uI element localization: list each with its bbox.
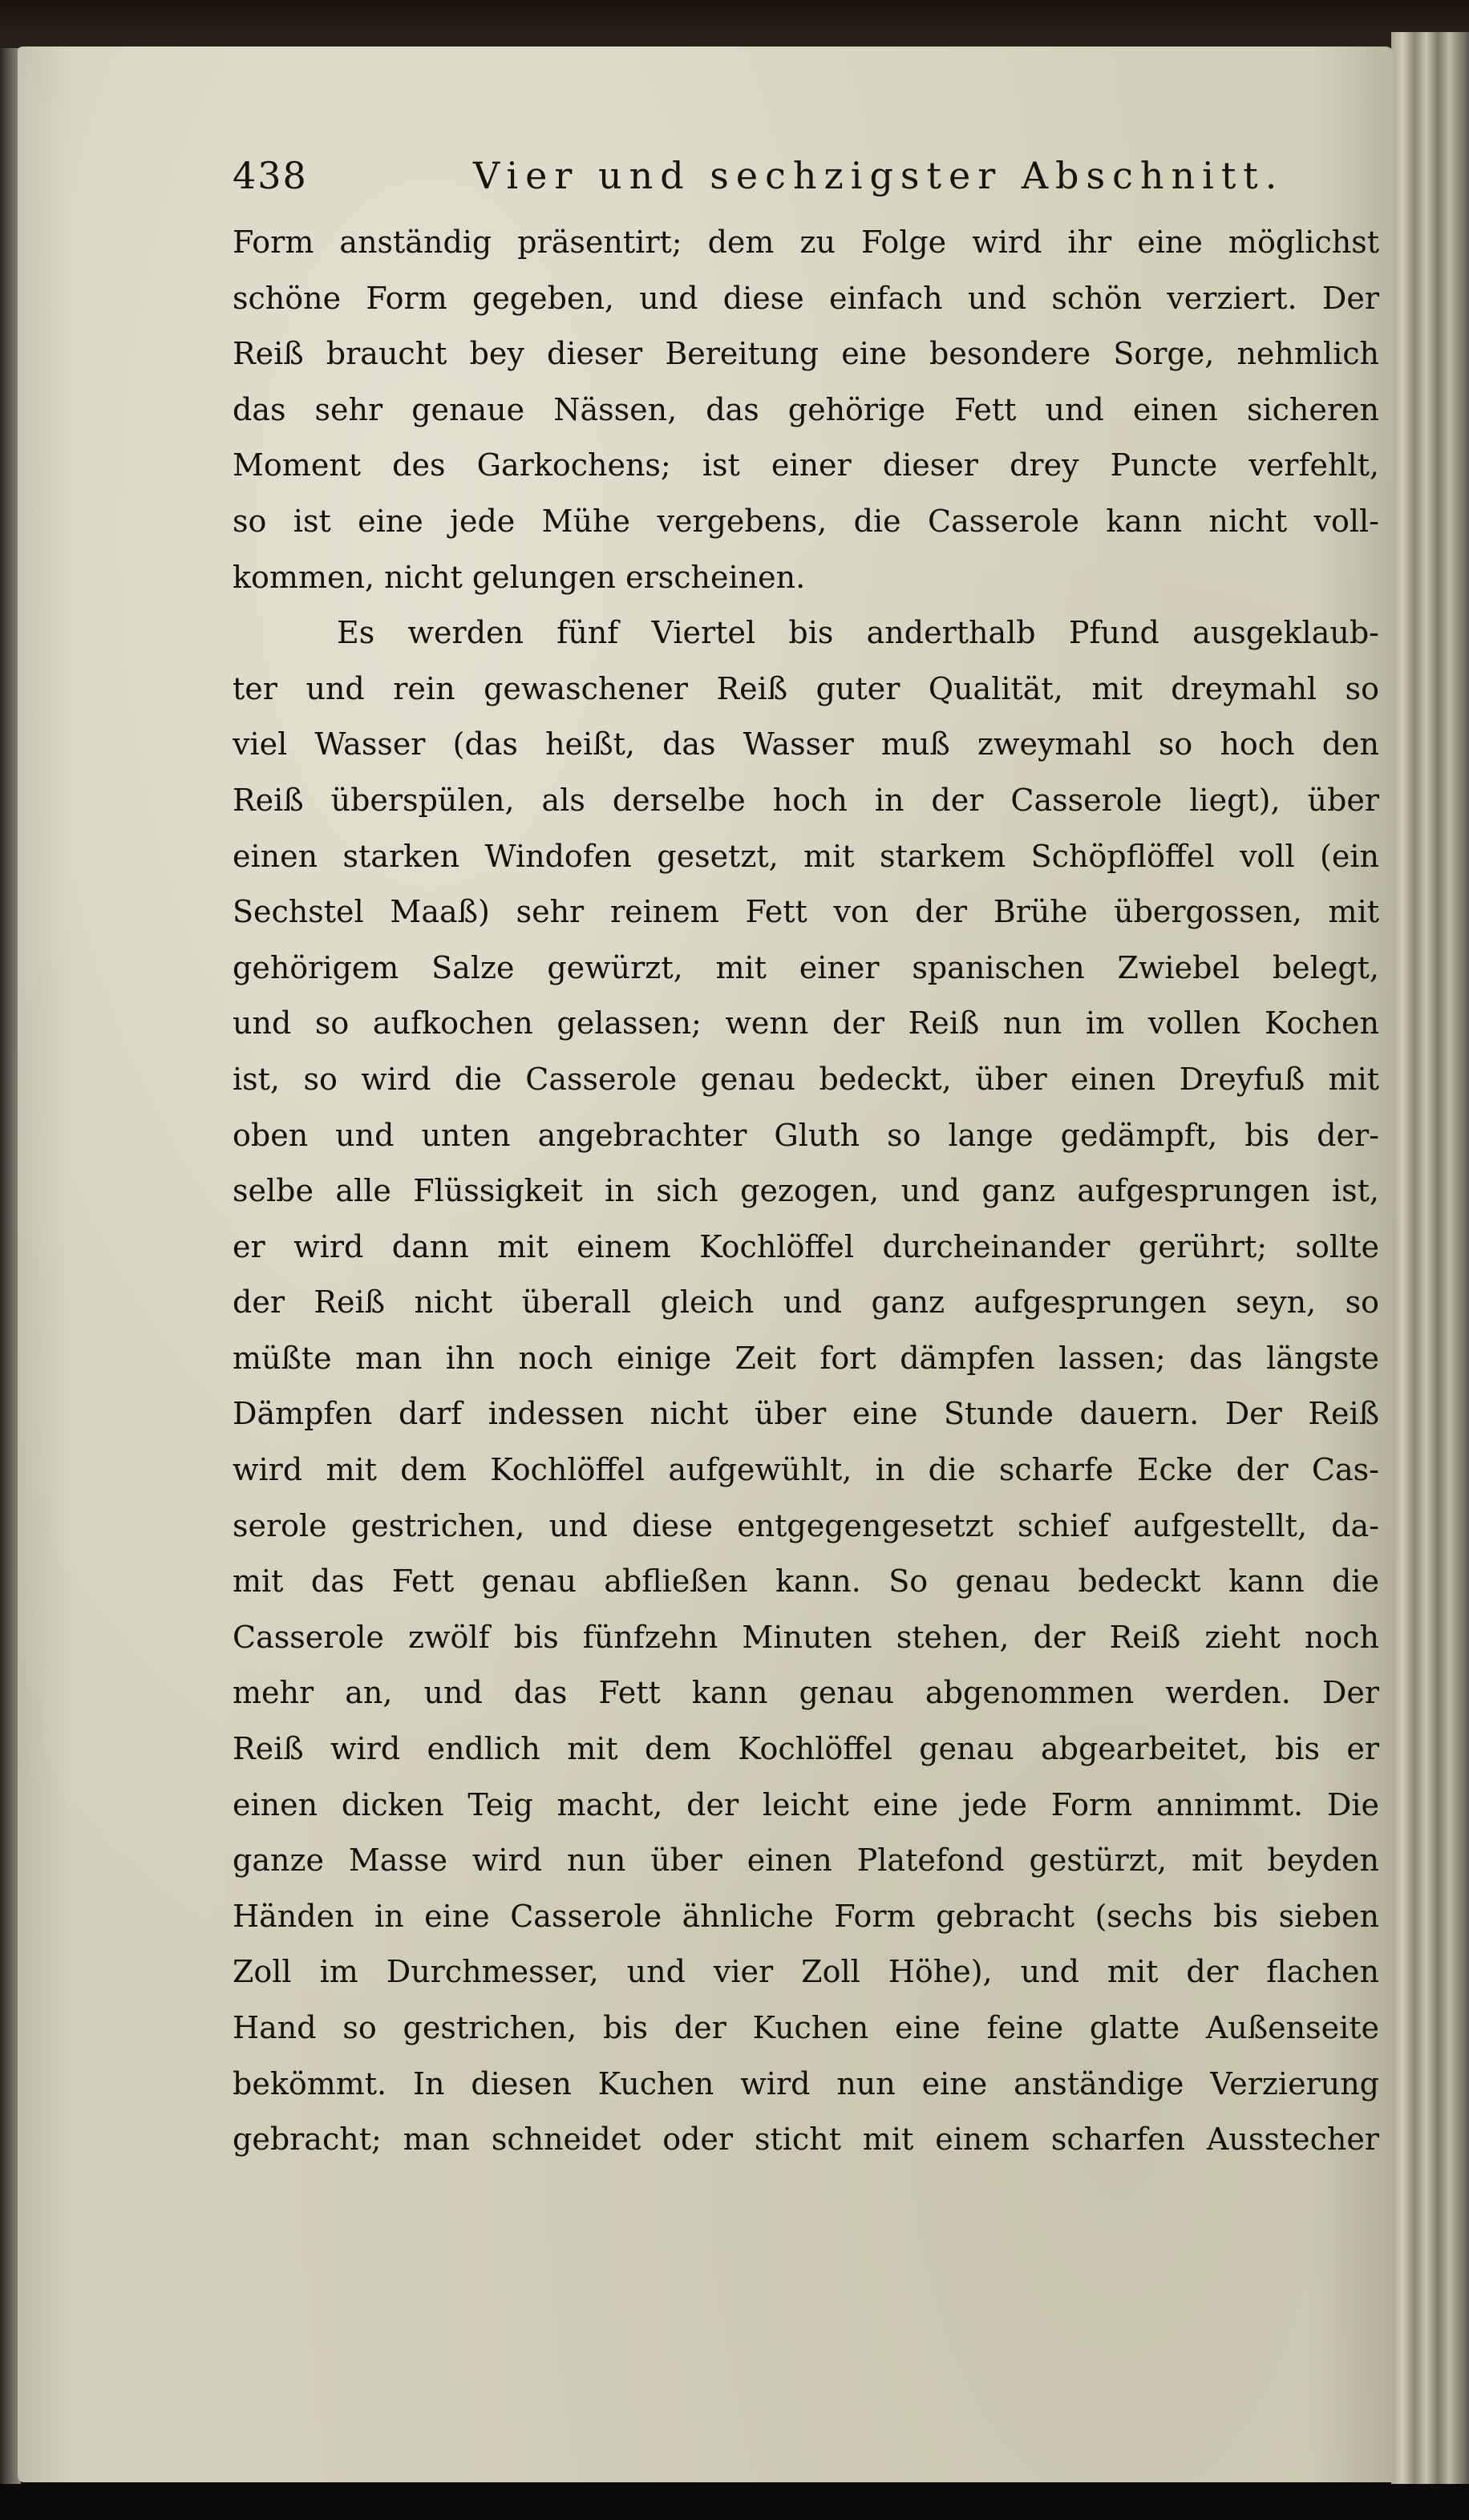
text-line: der Reiß nicht überall gleich und ganz aufgesprungen seyn, so bbox=[233, 1284, 1379, 1321]
text-line: gebracht; man schneidet oder sticht mit einem scharfen Ausstecher bbox=[233, 2122, 1379, 2158]
text-line: Händen in eine Casserole ähnliche Form gebracht (sechs bis sieben bbox=[233, 1898, 1379, 1934]
page-header bbox=[233, 146, 1379, 218]
text-line: einen dicken Teig macht, der leicht eine jede Form annimmt. Die bbox=[233, 1786, 1379, 1822]
text-line: einen starken Windofen gesetzt, mit starkem Schöpflöffel voll (ein bbox=[233, 838, 1379, 874]
text-line: bekömmt. In diesen Kuchen wird nun eine anständige Verzierung bbox=[233, 2065, 1379, 2101]
text-line: mit das Fett genau abfließen kann. So genau bedeckt kann die bbox=[233, 1563, 1379, 1600]
text-line: Reiß wird endlich mit dem Kochlöffel genau abgearbeitet, bis er bbox=[233, 1731, 1379, 1767]
text-line: Dämpfen darf indessen nicht über eine Stunde dauern. Der Reiß bbox=[233, 1396, 1379, 1432]
text-line: das sehr genaue Nässen, das gehörige Fett und einen sicheren bbox=[233, 391, 1379, 427]
text-line: selbe alle Flüssigkeit in sich gezogen, und ganz aufgesprungen ist, bbox=[233, 1173, 1379, 1209]
text-line: schöne Form gegeben, und diese einfach und schön verziert. Der bbox=[233, 280, 1379, 316]
text-line: Moment des Garkochens; ist einer dieser drey Puncte verfehlt, bbox=[233, 447, 1379, 483]
body-text bbox=[233, 215, 1379, 2168]
paragraph-start-line: Es werden fünf Viertel bis anderthalb Pfund ausgeklaub- bbox=[337, 615, 1379, 651]
text-line: Hand so gestrichen, bis der Kuchen eine feine glatte Außenseite bbox=[233, 2010, 1379, 2045]
paragraph-end-line: kommen, nicht gelungen erscheinen. bbox=[233, 559, 806, 595]
text-line: viel Wasser (das heißt, das Wasser muß zweymahl so hoch den bbox=[233, 726, 1379, 762]
text-line: Reiß überspülen, als derselbe hoch in der Casserole liegt), über bbox=[233, 782, 1379, 818]
text-line: wird mit dem Kochlöffel aufgewühlt, in die scharfe Ecke der Cas- bbox=[233, 1452, 1379, 1488]
text-line: Reiß braucht bey dieser Bereitung eine besondere Sorge, nehmlich bbox=[233, 336, 1379, 372]
text-line: er wird dann mit einem Kochlöffel durcheinander gerührt; sollte bbox=[233, 1228, 1379, 1264]
text-line: serole gestrichen, und diese entgegengesetzt schief aufgestellt, da- bbox=[233, 1507, 1379, 1543]
text-line: Zoll im Durchmesser, und vier Zoll Höhe), und mit der flachen bbox=[233, 1954, 1379, 1990]
page-stack-edge bbox=[1391, 32, 1469, 2486]
text-line: ter und rein gewaschener Reiß guter Qualität, mit dreymahl so bbox=[233, 670, 1379, 706]
text-line: Form anständig präsentirt; dem zu Folge wird ihr eine möglichst bbox=[233, 224, 1379, 260]
scan-background-bottom bbox=[0, 2484, 1469, 2520]
text-line: mehr an, und das Fett kann genau abgenommen werden. Der bbox=[233, 1675, 1379, 1711]
text-line: so ist eine jede Mühe vergebens, die Casserole kann nicht voll- bbox=[233, 503, 1379, 539]
text-line: ganze Masse wird nun über einen Platefond gestürzt, mit beyden bbox=[233, 1842, 1379, 1879]
text-line: müßte man ihn noch einige Zeit fort dämpfen lassen; das längste bbox=[233, 1340, 1379, 1376]
text-line: Sechstel Maaß) sehr reinem Fett von der Brühe übergossen, mit bbox=[233, 894, 1379, 930]
text-line: ist, so wird die Casserole genau bedeckt, über einen Dreyfuß mit bbox=[233, 1061, 1379, 1097]
text-line: Casserole zwölf bis fünfzehn Minuten stehen, der Reiß zieht noch bbox=[233, 1619, 1379, 1655]
text-line: oben und unten angebrachter Gluth so lange gedämpft, bis der- bbox=[233, 1117, 1379, 1153]
text-line: und so aufkochen gelassen; wenn der Reiß nun im vollen Kochen bbox=[233, 1005, 1379, 1042]
text-line: gehörigem Salze gewürzt, mit einer spanischen Zwiebel belegt, bbox=[233, 949, 1379, 985]
page-number: 438 bbox=[233, 154, 308, 197]
running-head: Vier und sechzigster Abschnitt. bbox=[473, 154, 1285, 197]
